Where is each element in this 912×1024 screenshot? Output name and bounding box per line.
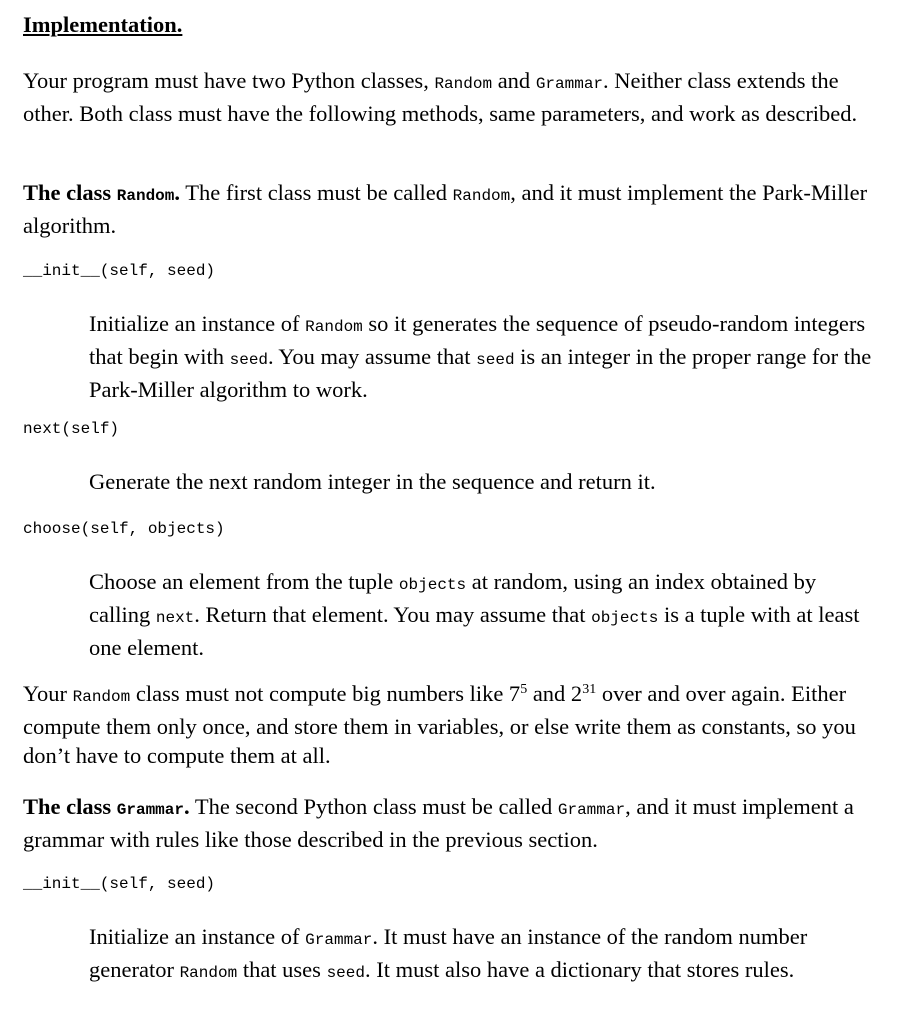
code-objects: objects [398,576,467,594]
big-numbers-text-4: over and over again. Either compute them only once, and store them in variables, or else write them as constants, so you don’t have to compute them at all. [23,681,856,768]
init-random-text-1: Initialize an instance of [89,311,306,336]
choose-signature: choose(self, objects) [23,520,225,538]
random-class-paragraph [23,178,889,240]
big-numbers-text-2: class must not compute big numbers like 7 [130,681,521,706]
random-class-text-1: The first class must be called [180,180,453,205]
big-numbers-text-1: Your [23,681,73,706]
superscript-31: 31 [582,682,597,697]
choose-text-2: at random, using an index obtained by calling [89,569,817,627]
code-seed: seed [229,351,269,369]
big-numbers-text-3: and 2 [527,681,583,706]
init-grammar-text-1: Initialize an instance of [89,924,306,949]
init-random-text-3: . You may assume that [268,344,477,369]
intro-text-2: and [492,68,536,93]
code-random: Random [452,187,511,205]
code-random: Random [305,318,363,336]
random-class-code-name: Random [116,187,175,205]
intro-paragraph [23,66,889,128]
superscript-5: 5 [520,682,528,697]
code-random: Random [179,964,238,982]
choose-description [89,567,879,662]
code-grammar: Grammar [535,75,604,93]
choose-text-4: is a tuple with at least one element. [89,602,860,660]
code-grammar: Grammar [557,801,626,819]
choose-text-3: . Return that element. You may assume that [194,602,592,627]
grammar-class-text-1: The second Python class must be called [189,794,558,819]
init-random-text-4: is an integer in the proper range for the Park-Miller algorithm to work. [89,344,872,402]
random-class-label: The class [23,180,117,205]
init-grammar-text-2: . It must have an instance of the random number generator [89,924,808,982]
init-grammar-text-4: . It must also have a dictionary that stores rules. [364,957,795,982]
init-signature-random: __init__(self, seed) [23,262,216,280]
init-random-description [89,309,879,404]
next-signature: next(self) [23,420,120,438]
code-objects: objects [591,609,659,627]
grammar-class-code-name: Grammar [116,801,184,819]
random-class-text-2: , and it must implement the Park-Miller algorithm. [23,180,868,238]
grammar-class-paragraph [23,792,889,854]
code-next: next [155,609,195,627]
intro-text-3: . Neither class extends the other. Both class must have the following methods, same parameters, and work as described. [23,68,858,126]
choose-text-1: Choose an element from the tuple [89,569,399,594]
grammar-class-label: The class [23,794,117,819]
code-random: Random [434,75,493,93]
code-random: Random [72,688,131,706]
code-grammar: Grammar [305,931,373,949]
init-grammar-text-3: that uses [237,957,327,982]
init-signature-grammar: __init__(self, seed) [23,875,216,893]
grammar-class-text-2: , and it must implement a grammar with rules like those described in the previous section. [23,794,854,852]
big-numbers-paragraph [23,679,889,770]
grammar-class-dot: . [183,794,190,819]
intro-text-1: Your program must have two Python classes, [23,68,435,93]
init-random-text-2: so it generates the sequence of pseudo-random integers that begin with [89,311,866,369]
next-description: Generate the next random integer in the sequence and return it. [89,469,656,494]
code-seed: seed [326,964,365,982]
section-heading: Implementation. [23,12,183,37]
init-grammar-description [89,922,879,988]
random-class-dot: . [174,180,180,205]
code-seed: seed [476,351,515,369]
